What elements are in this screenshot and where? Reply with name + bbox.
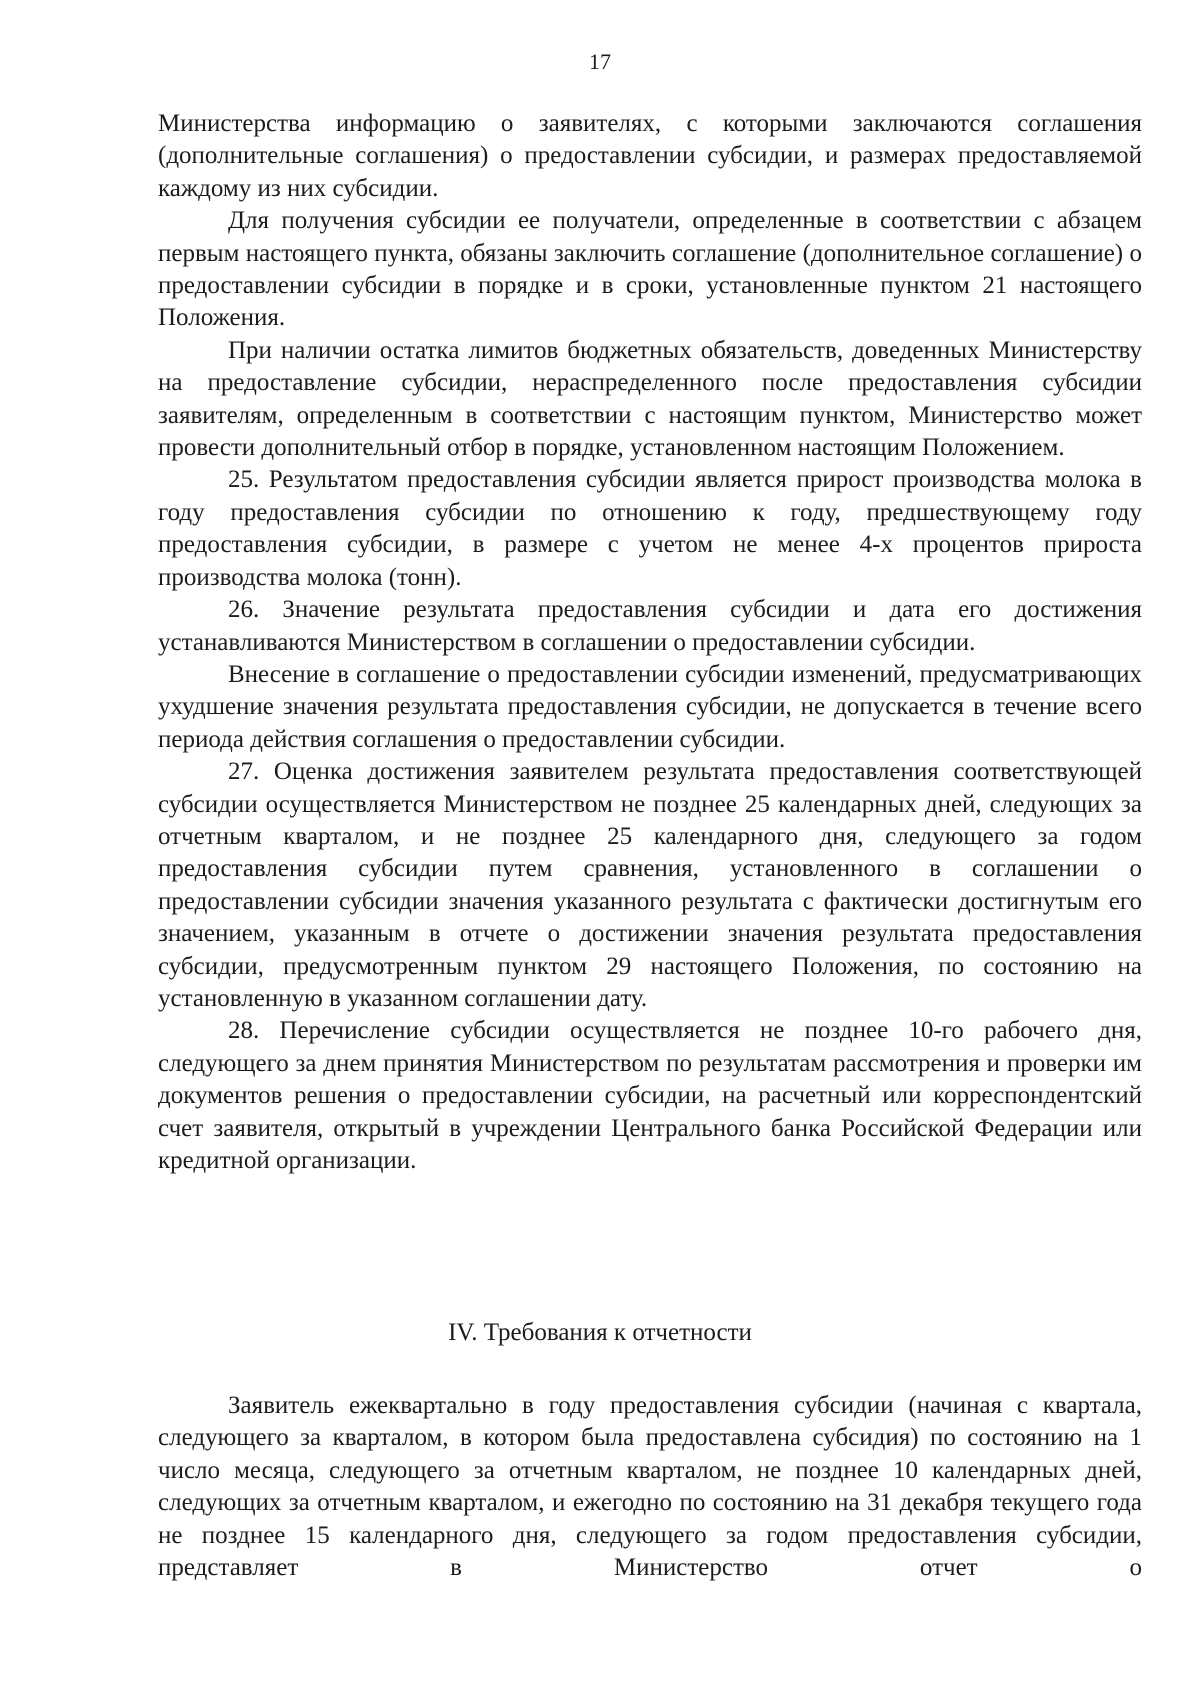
- paragraph-continuation: Министерства информацию о заявителях, с которыми заключаются соглашения (дополнительные соглашения) о предоставлении субсидии, и размерах предоставляемой каждому из них субсидии.: [158, 110, 1142, 202]
- paragraph-item-28: 28. Перечисление субсидии осуществляется не позднее 10-го рабочего дня, следующего за днем принятия Министерством по результатам рассмотрения и проверки им документов решения о предоставлении субсидии, на расчетный или корреспондентский счет заявителя, открытый в учреждении Центрального банка Российской Федерации или кредитной организации.: [158, 1017, 1142, 1174]
- page-number: 17: [589, 49, 611, 74]
- section-heading: IV. Требования к отчетности: [448, 1319, 752, 1346]
- document-body: [158, 108, 1142, 1177]
- section-body: [158, 1390, 1142, 1584]
- paragraph-amendments: Внесение в соглашение о предоставлении субсидии изменений, предусматривающих ухудшение значения результата предоставления субсидии, не допускается в течение всего периода действия соглашения о предоставлении субсидии.: [158, 660, 1142, 753]
- paragraph-reporting: Заявитель ежеквартально в году предоставления субсидии (начиная с квартала, следующего за кварталом, в котором была предоставлена субсидия) по состоянию на 1 число месяца, следующего за отчетным кварталом, не позднее 10 календарных дней, следующих за отчетным кварталом, и ежегодно по состоянию на 31 декабря текущего года не позднее 15 календарного дня, следующего за годом предоставления субсидии, представляет в Министерство отчет о: [158, 1392, 1142, 1582]
- paragraph-item-25: 25. Результатом предоставления субсидии является прирост производства молока в году предоставления субсидии по отношению к году, предшествующему году предоставления субсидии, в размере с учетом не менее 4-х процентов прироста производства молока (тонн).: [158, 466, 1142, 591]
- paragraph-remaining-limits: При наличии остатка лимитов бюджетных обязательств, доведенных Министерству на предоставление субсидии, нераспределенного после предоставления субсидии заявителям, определенным в соответствии с настоящим пунктом, Министерство может провести дополнительный отбор в порядке, установленном настоящим Положением.: [158, 336, 1142, 462]
- paragraph-item-27: 27. Оценка достижения заявителем результата предоставления соответствующей субсидии осуществляется Министерством не позднее 25 календарных дней, следующих за отчетным кварталом, и не позднее 25 календарного дня, следующего за годом предоставления субсидии путем сравнения, установленного в соглашении о предоставлении субсидии значения указанного результата с фактически достигнутым его значением, указанным в отчете о достижении значения результата предоставления субсидии, предусмотренным пунктом 29 настоящего Положения, по состоянию на установленную в указанном соглашении дату.: [158, 758, 1142, 1012]
- paragraph-item-26: 26. Значение результата предоставления субсидии и дата его достижения устанавливаются Министерством в соглашении о предоставлении субсидии.: [158, 596, 1142, 656]
- paragraph-subsidy-agreement: Для получения субсидии ее получатели, определенные в соответствии с абзацем первым настоящего пункта, обязаны заключить соглашение (дополнительное соглашение) о предоставлении субсидии в порядке и в сроки, установленные пунктом 21 настоящего Положения.: [158, 207, 1142, 332]
